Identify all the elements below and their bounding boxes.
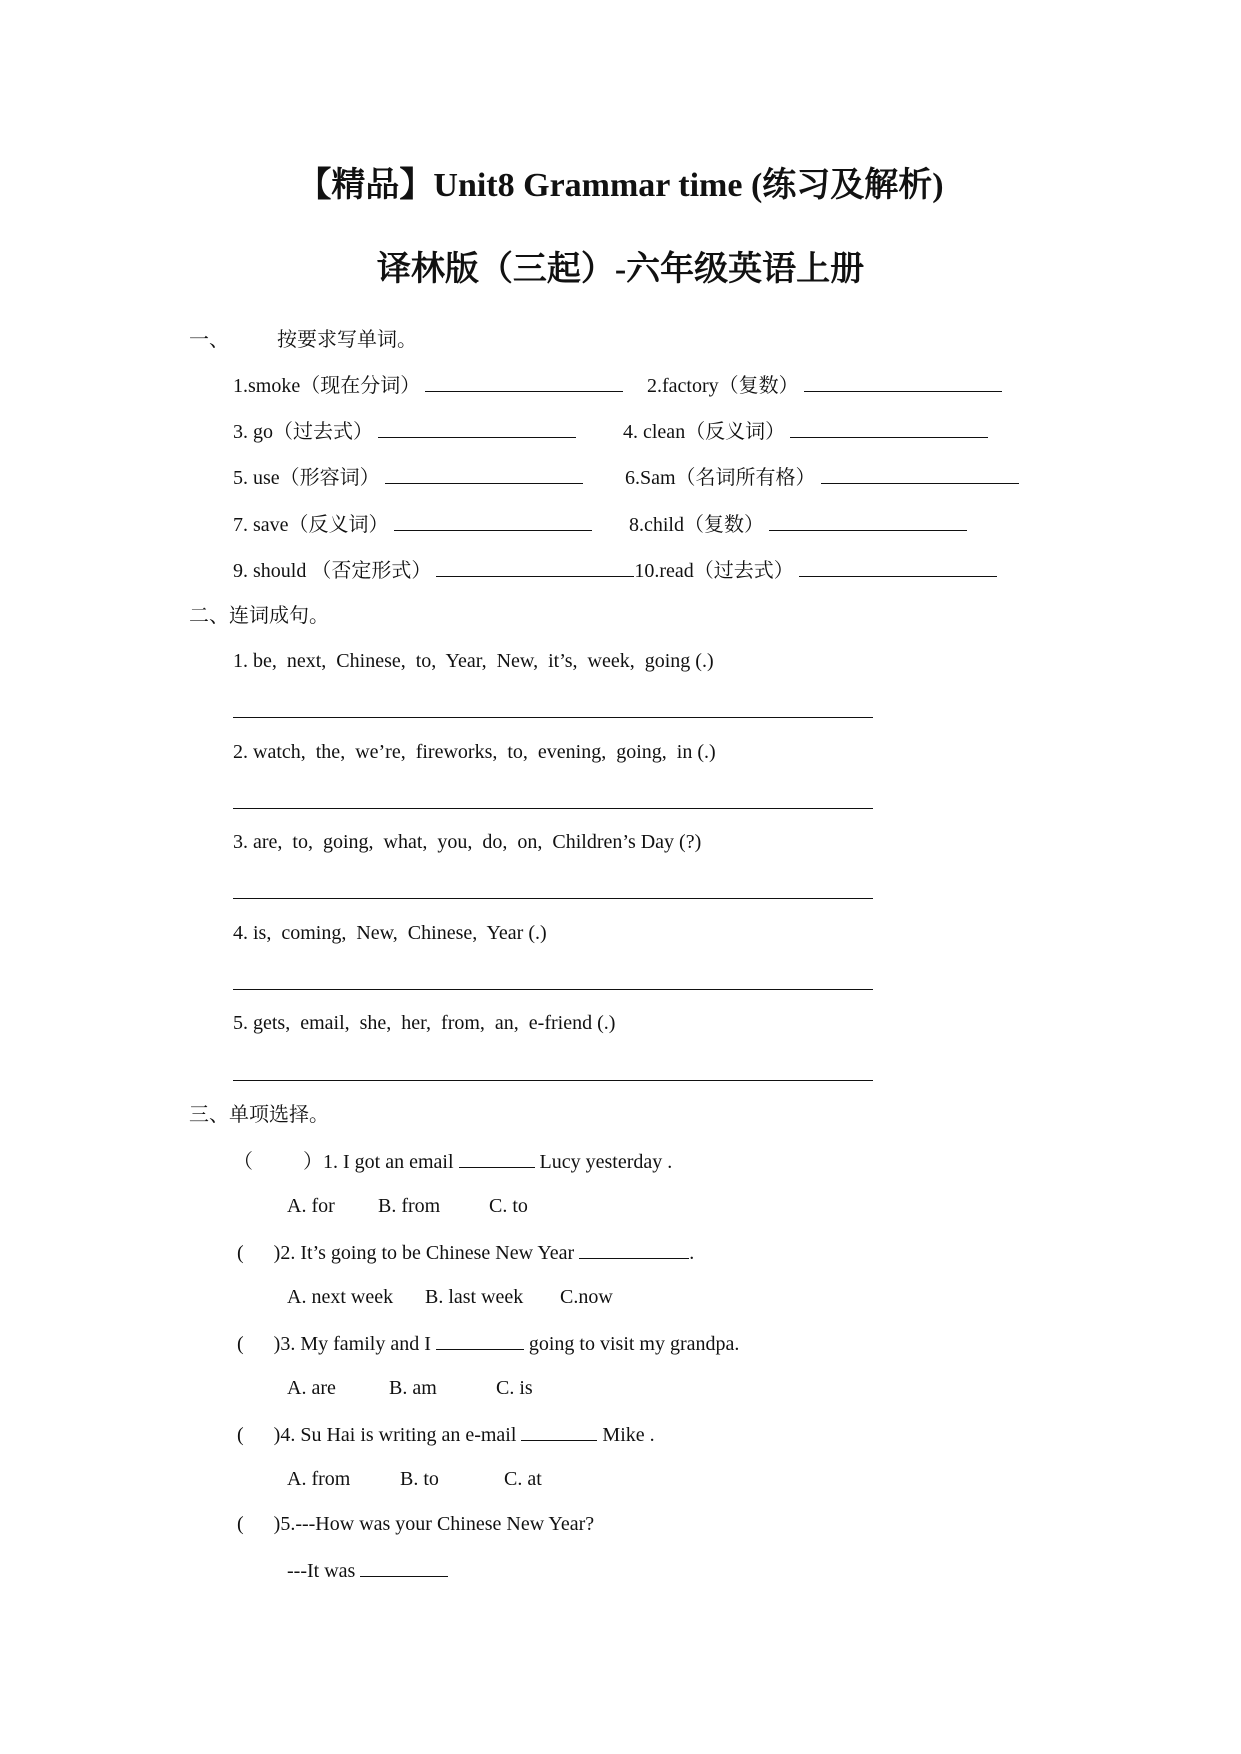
sentence-item-2: 2. watch, the, we’re, fireworks, to, evening, going, in (.) (233, 741, 716, 763)
question-3 (237, 1331, 739, 1356)
question-3-options (287, 1376, 533, 1400)
question-4-options (287, 1467, 542, 1491)
question-5 (237, 1512, 594, 1536)
answer-blank[interactable] (769, 512, 967, 531)
word-item-2 (647, 373, 1002, 398)
word-item-8 (629, 512, 967, 537)
item-label: 5. use（形容词） (233, 467, 380, 489)
option-c: C. is (496, 1377, 533, 1399)
sentence-item-3: 3. are, to, going, what, you, do, on, Children’s Day (?) (233, 831, 702, 853)
option-a: A. are (287, 1377, 336, 1399)
document-subtitle: 译林版（三起）-六年级英语上册 (376, 251, 865, 288)
answer-paren[interactable]: （ ） (233, 1151, 323, 1173)
question-stem: 5.---How was your Chinese New Year? (280, 1513, 595, 1535)
item-label: 7. save（反义词） (233, 514, 389, 536)
answer-blank (579, 1240, 689, 1259)
section1-heading: 按要求写单词。 (277, 329, 417, 351)
answer-blank[interactable] (436, 558, 634, 577)
answer-paren[interactable]: ( ) (237, 1242, 281, 1264)
answer-line[interactable] (233, 989, 873, 990)
question-1 (233, 1149, 672, 1174)
item-label: 8.child（复数） (629, 514, 764, 536)
word-item-4 (623, 419, 988, 444)
question-stem-end: . (689, 1242, 695, 1264)
option-c: C.now (560, 1286, 613, 1308)
answer-line[interactable] (233, 1080, 873, 1081)
answer-blank[interactable] (790, 419, 988, 438)
item-label: 10.read（过去式） (634, 560, 794, 582)
answer-blank (459, 1149, 535, 1168)
answer-blank[interactable] (425, 373, 623, 392)
answer-blank[interactable] (385, 465, 583, 484)
question-1-options (287, 1194, 528, 1218)
option-b: B. am (389, 1377, 437, 1399)
question-stem: 4. Su Hai is writing an e-mail (280, 1424, 522, 1446)
answer-blank[interactable] (394, 512, 592, 531)
answer-line[interactable] (233, 898, 873, 899)
option-b: B. to (400, 1468, 439, 1490)
item-label: 4. clean（反义词） (623, 421, 786, 443)
answer-blank[interactable] (804, 373, 1002, 392)
answer-blank[interactable] (378, 419, 576, 438)
answer-blank[interactable] (821, 465, 1019, 484)
answer-paren[interactable]: ( ) (237, 1424, 281, 1446)
question-5-answer (287, 1558, 448, 1583)
question-stem: 3. My family and I (280, 1333, 436, 1355)
sentence-item-1: 1. be, next, Chinese, to, Year, New, it’s, week, going (.) (233, 650, 714, 672)
item-label: 6.Sam（名词所有格） (625, 467, 816, 489)
word-item-7 (233, 512, 592, 537)
question-4 (237, 1422, 655, 1447)
item-label: 1.smoke（现在分词） (233, 375, 421, 397)
word-item-5 (233, 465, 583, 490)
sentence-item-5: 5. gets, email, she, her, from, an, e-friend (.) (233, 1012, 616, 1034)
option-b: B. from (378, 1195, 441, 1217)
option-c: C. at (504, 1468, 542, 1490)
answer-paren[interactable]: ( ) (237, 1333, 281, 1355)
word-item-9 (233, 558, 997, 583)
sentence-item-4: 4. is, coming, New, Chinese, Year (.) (233, 922, 547, 944)
item-label: 9. should （否定形式） (233, 560, 432, 582)
option-a: A. from (287, 1468, 351, 1490)
document-title: 【精品】Unit8 Grammar time (练习及解析) (297, 167, 944, 204)
word-item-6 (625, 465, 1019, 490)
answer-prefix: ---It was (287, 1560, 361, 1582)
question-2 (237, 1240, 694, 1265)
word-item-3 (233, 419, 576, 444)
answer-blank (436, 1331, 524, 1350)
answer-blank (521, 1422, 597, 1441)
answer-line[interactable] (233, 808, 873, 809)
question-stem: 1. I got an email (323, 1151, 459, 1173)
question-stem: 2. It’s going to be Chinese New Year (280, 1242, 580, 1264)
section1-number: 一、 (189, 329, 229, 351)
question-stem-end: Lucy yesterday . (534, 1151, 673, 1173)
word-item-1 (233, 373, 623, 398)
option-c: C. to (489, 1195, 528, 1217)
item-label: 2.factory（复数） (647, 375, 799, 397)
answer-paren[interactable]: ( ) (237, 1513, 281, 1535)
question-stem-end: going to visit my grandpa. (523, 1333, 740, 1355)
option-b: B. last week (425, 1286, 524, 1308)
section2-heading: 二、连词成句。 (189, 605, 329, 627)
answer-blank[interactable] (799, 558, 997, 577)
option-a: A. for (287, 1195, 335, 1217)
question-stem-end: Mike . (597, 1424, 655, 1446)
answer-blank (360, 1558, 448, 1577)
section3-heading: 三、单项选择。 (189, 1104, 329, 1126)
item-label: 3. go（过去式） (233, 421, 373, 443)
question-2-options (287, 1285, 613, 1309)
option-a: A. next week (287, 1286, 394, 1308)
answer-line[interactable] (233, 717, 873, 718)
